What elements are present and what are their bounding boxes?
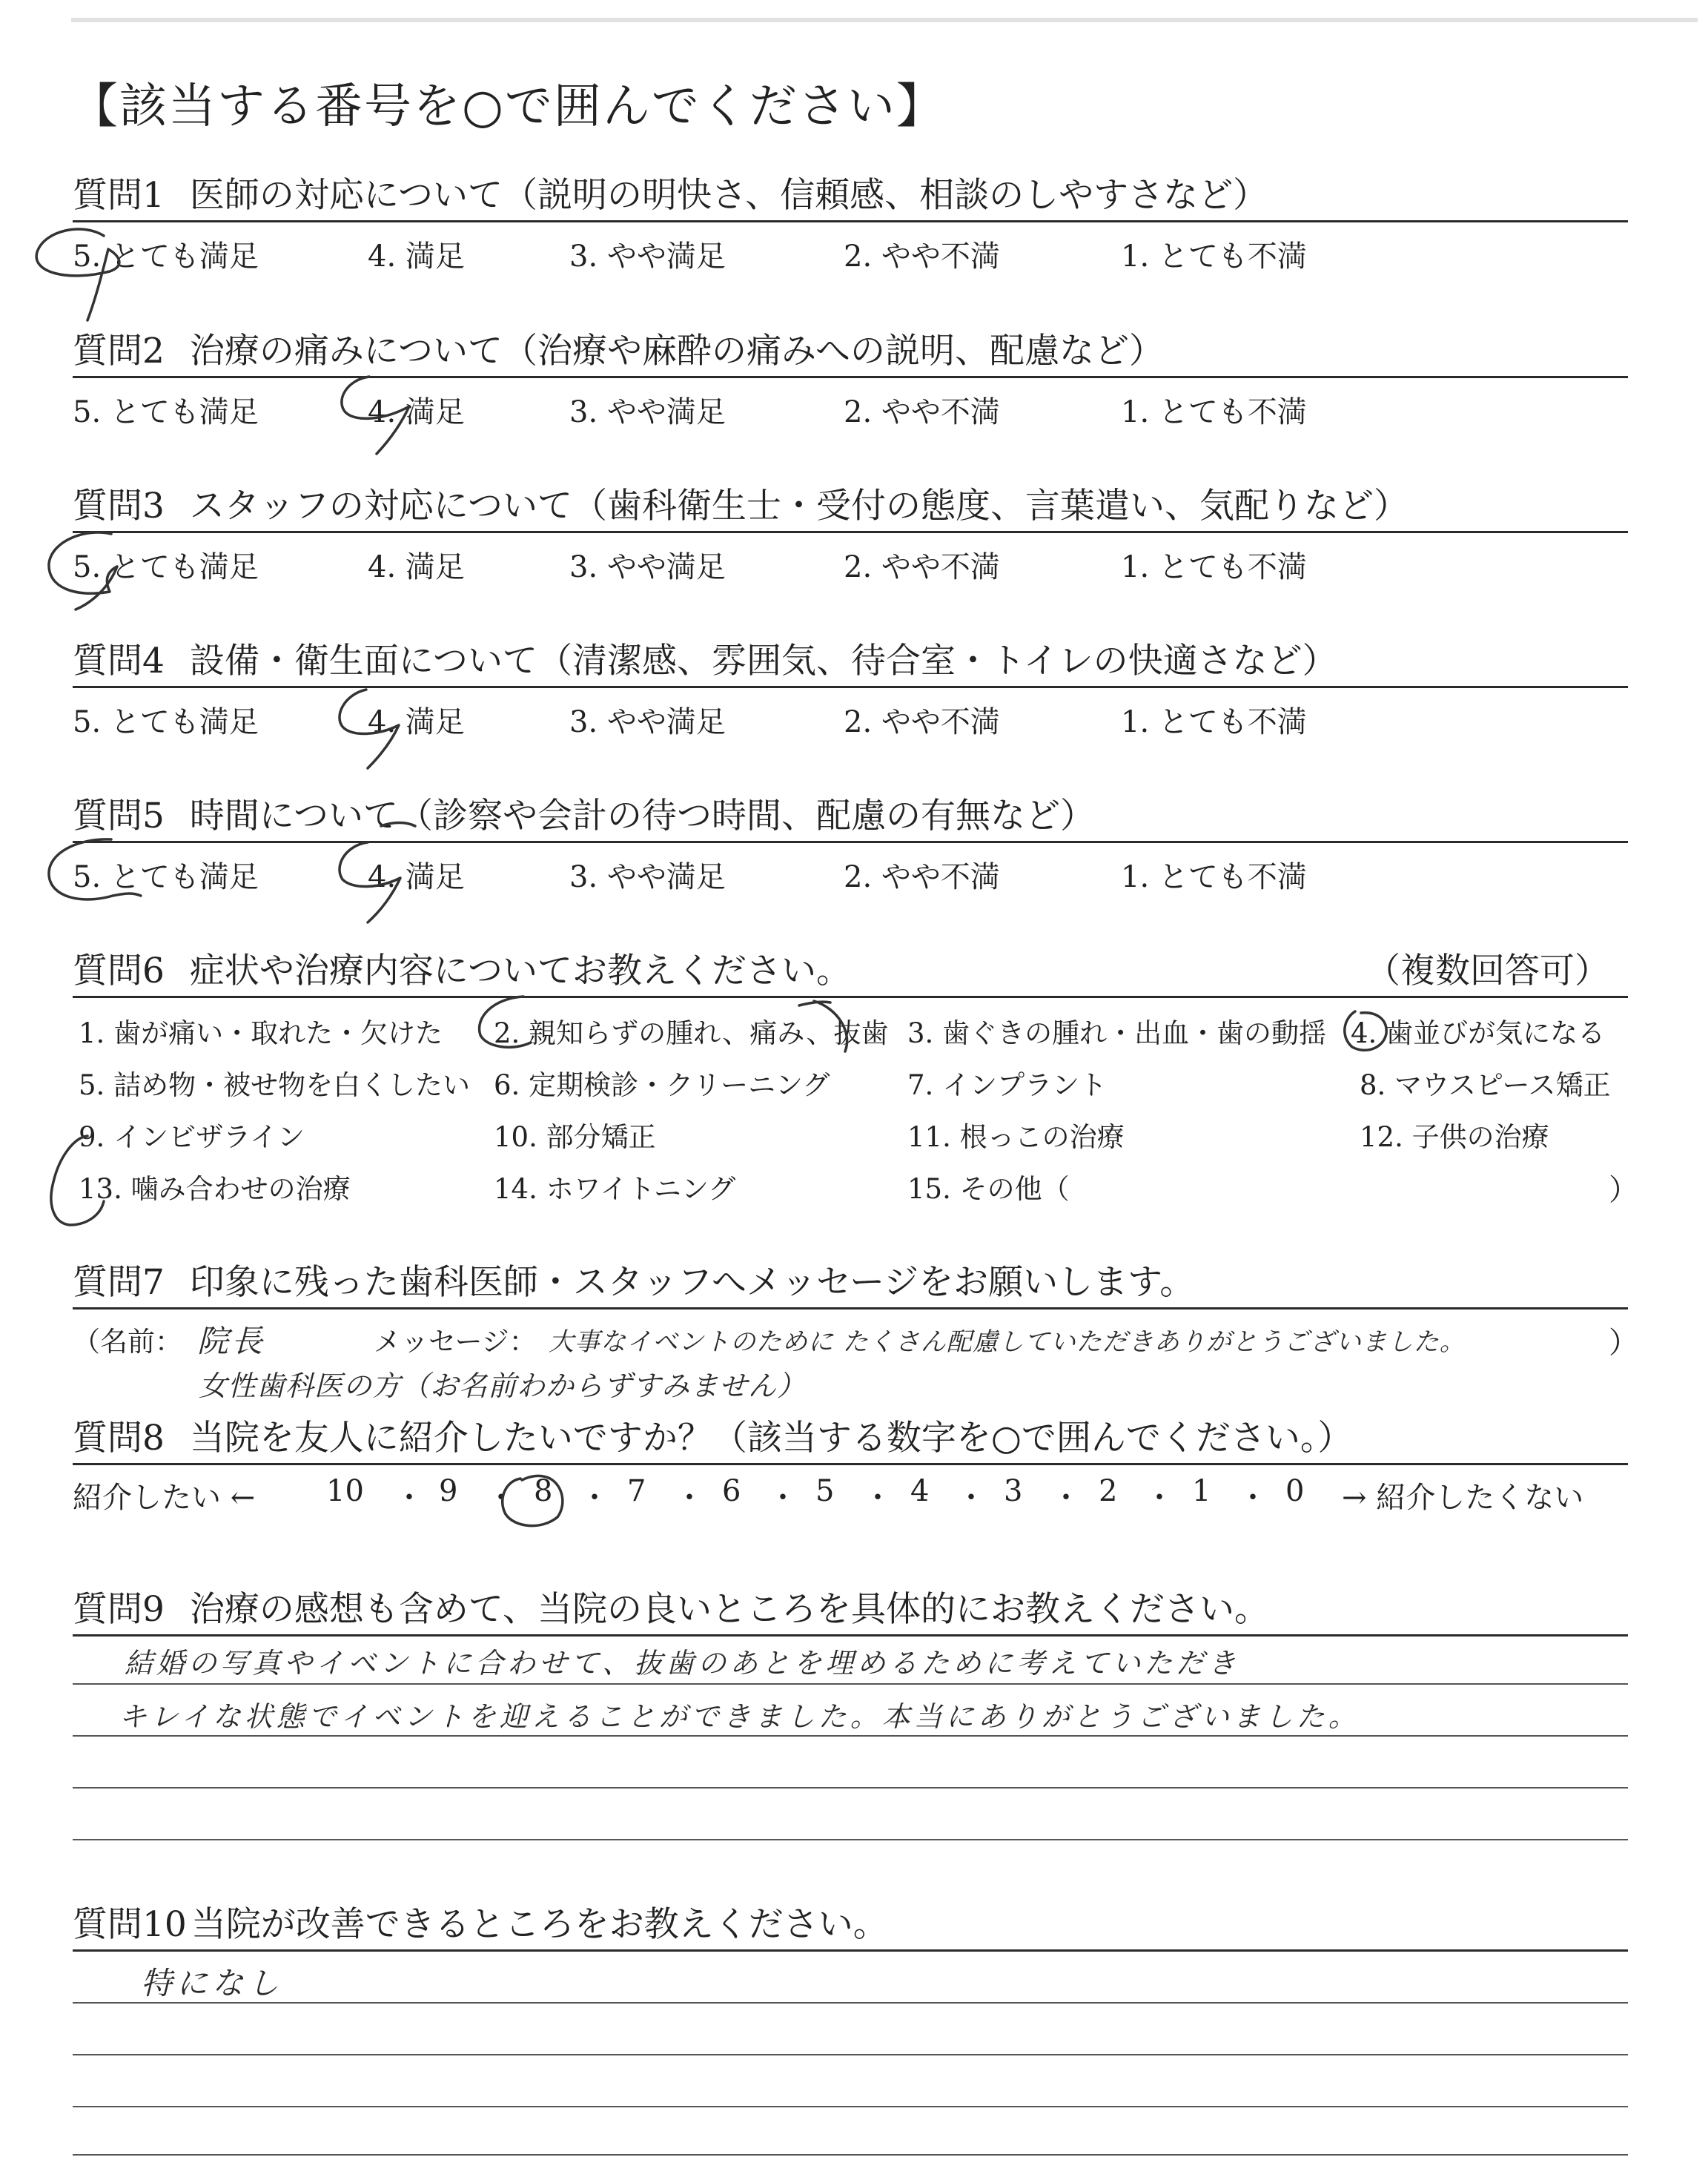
scale-value-3[interactable]: 3 [1004, 1474, 1023, 1508]
question-5-rule [73, 841, 1628, 843]
scale-separator: ・ [486, 1481, 516, 1515]
other-close-paren: ） [1609, 1173, 1638, 1207]
question-3-rule [73, 531, 1628, 533]
symptom-option-13[interactable]: 13. 噛み合わせの治療 [79, 1173, 351, 1205]
question-text: 医師の対応について（説明の明快さ、信頼感、相談のしやすさなど） [189, 175, 1268, 216]
question-number: 質問7 [73, 1262, 165, 1303]
symptom-option-12[interactable]: 12. 子供の治療 [1360, 1121, 1549, 1153]
question-2-rule [73, 376, 1628, 378]
scale-separator: ・ [768, 1481, 798, 1515]
question-number: 質問2 [73, 331, 165, 371]
answer-line [73, 1839, 1628, 1840]
rating-option-4[interactable]: 4. 満足 [368, 550, 465, 584]
rating-option-2[interactable]: 2. やや不満 [844, 240, 1000, 274]
question-4-title [73, 633, 1337, 683]
rating-option-4[interactable]: 4. 満足 [368, 705, 465, 739]
question-9-rule [73, 1634, 1628, 1636]
rating-option-4[interactable]: 4. 満足 [368, 395, 465, 429]
scale-value-4[interactable]: 4 [910, 1474, 930, 1508]
rating-option-1[interactable]: 1. とても不満 [1121, 705, 1307, 739]
symptom-option-7[interactable]: 7. インプラント [907, 1069, 1108, 1101]
symptom-option-3[interactable]: 3. 歯ぐきの腫れ・出血・歯の動揺 [907, 1017, 1327, 1049]
question-number: 質問9 [73, 1589, 165, 1630]
scale-value-9[interactable]: 9 [439, 1474, 458, 1508]
answer-line [73, 2154, 1628, 2156]
rating-option-1[interactable]: 1. とても不満 [1121, 240, 1307, 274]
scale-value-0[interactable]: 0 [1285, 1474, 1305, 1508]
answer-line [73, 1735, 1628, 1737]
question-number: 質問6 [73, 951, 165, 991]
scale-value-6[interactable]: 6 [722, 1474, 741, 1508]
rating-option-3[interactable]: 3. やや満足 [569, 860, 726, 894]
question-text: 治療の感想も含めて、当院の良いところを具体的にお教えください。 [189, 1589, 1269, 1630]
question-text: 治療の痛みについて（治療や麻酔の痛みへの説明、配慮など） [189, 331, 1165, 371]
rating-option-5[interactable]: 5. とても満足 [73, 860, 259, 894]
rating-option-2[interactable]: 2. やや不満 [844, 860, 1000, 894]
symptom-option-15[interactable]: 15. その他（ [907, 1173, 1070, 1205]
question-1-title [73, 168, 1268, 217]
rating-option-2[interactable]: 2. やや不満 [844, 705, 1000, 739]
question-10-rule [73, 1949, 1628, 1952]
scale-separator: ・ [394, 1481, 424, 1515]
question-text: 印象に残った歯科医師・スタッフへメッセージをお願いします。 [189, 1262, 1195, 1303]
question-number: 質問1 [73, 175, 165, 216]
rating-option-5[interactable]: 5. とても満足 [73, 395, 259, 429]
message-close-paren: ） [1609, 1326, 1638, 1360]
handwritten-staff-name-line2: 女性歯科医の方（お名前わからずすみません） [199, 1370, 807, 1402]
question-10-title [73, 1897, 888, 1946]
question-5-title [73, 788, 1095, 838]
rating-option-1[interactable]: 1. とても不満 [1121, 860, 1307, 894]
answer-line [73, 2002, 1628, 2004]
question-7-rule [73, 1307, 1628, 1309]
symptom-option-6[interactable]: 6. 定期検診・クリーニング [494, 1069, 830, 1101]
scale-left-label: 紹介したい ← [73, 1481, 256, 1515]
symptom-option-8[interactable]: 8. マウスピース矯正 [1360, 1069, 1611, 1101]
question-2-title [73, 323, 1164, 373]
question-text: 時間について（診察や会計の待つ時間、配慮の有無など） [189, 796, 1095, 836]
scale-value-5[interactable]: 5 [815, 1474, 835, 1508]
rating-option-5[interactable]: 5. とても満足 [73, 240, 259, 274]
symptom-option-9[interactable]: 9. インビザライン [79, 1121, 305, 1153]
symptom-option-14[interactable]: 14. ホワイトニング [494, 1173, 736, 1205]
answer-line [73, 1787, 1628, 1789]
question-8-title [73, 1410, 1352, 1460]
rating-option-1[interactable]: 1. とても不満 [1121, 550, 1307, 584]
symptom-option-11[interactable]: 11. 根っこの治療 [907, 1121, 1125, 1153]
rating-option-4[interactable]: 4. 満足 [368, 240, 465, 274]
question-1-rule [73, 220, 1628, 222]
question-number: 質問10 [73, 1904, 187, 1945]
q9-handwritten-line-1: 結婚の写真やイベントに合わせて、抜歯のあとを埋めるために考えていただき [125, 1647, 1240, 1680]
rating-option-1[interactable]: 1. とても不満 [1121, 395, 1307, 429]
question-number: 質問3 [73, 486, 165, 526]
question-6-rule [73, 996, 1628, 998]
rating-option-3[interactable]: 3. やや満足 [569, 705, 726, 739]
question-text: 設備・衛生面について（清潔感、雰囲気、待合室・トイレの快適さなど） [189, 641, 1337, 681]
question-number: 質問8 [73, 1418, 165, 1459]
scale-value-2[interactable]: 2 [1099, 1474, 1118, 1508]
question-6-title [73, 943, 851, 993]
symptom-option-2[interactable]: 2. 親知らずの腫れ、痛み、抜歯 [494, 1017, 889, 1049]
rating-option-3[interactable]: 3. やや満足 [569, 550, 726, 584]
scale-separator: ・ [956, 1481, 986, 1515]
name-label: （名前： [73, 1326, 182, 1358]
scale-separator: ・ [675, 1481, 704, 1515]
symptom-option-1[interactable]: 1. 歯が痛い・取れた・欠けた [79, 1017, 443, 1049]
rating-option-2[interactable]: 2. やや不満 [844, 395, 1000, 429]
scale-value-10[interactable]: 10 [326, 1474, 364, 1508]
answer-line [73, 1683, 1628, 1685]
scale-value-1[interactable]: 1 [1192, 1474, 1211, 1508]
question-4-rule [73, 686, 1628, 688]
question-text: スタッフの対応について（歯科衛生士・受付の態度、言葉遣い、気配りなど） [189, 486, 1409, 526]
scale-separator: ・ [1145, 1481, 1174, 1515]
scan-top-edge [71, 18, 1698, 22]
question-9-title [73, 1582, 1269, 1631]
symptom-option-4[interactable]: 4. 歯並びが気になる [1351, 1017, 1606, 1049]
scale-separator: ・ [863, 1481, 893, 1515]
page-heading: 【該当する番号を○で囲んでください】 [70, 79, 945, 134]
symptom-option-10[interactable]: 10. 部分矯正 [494, 1121, 656, 1153]
scale-separator: ・ [580, 1481, 609, 1515]
question-text: 症状や治療内容についてお教えください。 [189, 951, 851, 991]
answer-line [73, 2106, 1628, 2107]
rating-option-5[interactable]: 5. とても満足 [73, 550, 259, 584]
symptom-option-5[interactable]: 5. 詰め物・被せ物を白くしたい [79, 1069, 471, 1101]
q10-handwritten-line-1: 特になし [141, 1965, 284, 2001]
question-3-title [73, 478, 1409, 528]
message-label: メッセージ： [374, 1326, 537, 1358]
rating-option-5[interactable]: 5. とても満足 [73, 705, 259, 739]
scale-separator: ・ [1051, 1481, 1081, 1515]
scale-value-7[interactable]: 7 [627, 1474, 646, 1508]
q9-handwritten-line-2: キレイな状態でイベントを迎えることができました。本当にありがとうございました。 [119, 1700, 1360, 1733]
scale-separator: ・ [1238, 1481, 1268, 1515]
rating-option-2[interactable]: 2. やや不満 [844, 550, 1000, 584]
answer-line [73, 2054, 1628, 2055]
question-text: 当院を友人に紹介したいですか？（該当する数字を○で囲んでください。） [189, 1418, 1353, 1459]
question-7-title [73, 1255, 1194, 1304]
multiple-answer-note: （複数回答可） [1366, 951, 1609, 991]
rating-option-4[interactable]: 4. 満足 [368, 860, 465, 894]
scale-value-8[interactable]: 8 [534, 1474, 553, 1508]
question-text: 当院が改善できるところをお教えください。 [191, 1904, 888, 1945]
rating-option-3[interactable]: 3. やや満足 [569, 240, 726, 274]
scale-right-label: → 紹介したくない [1342, 1481, 1584, 1515]
handwritten-staff-name: 院長 [197, 1323, 266, 1359]
question-number: 質問5 [73, 796, 165, 836]
rating-option-3[interactable]: 3. やや満足 [569, 395, 726, 429]
question-8-rule [73, 1463, 1628, 1465]
handwritten-message: 大事なイベントのために たくさん配慮していただきありがとうございました。 [549, 1327, 1466, 1357]
question-number: 質問4 [73, 641, 165, 681]
